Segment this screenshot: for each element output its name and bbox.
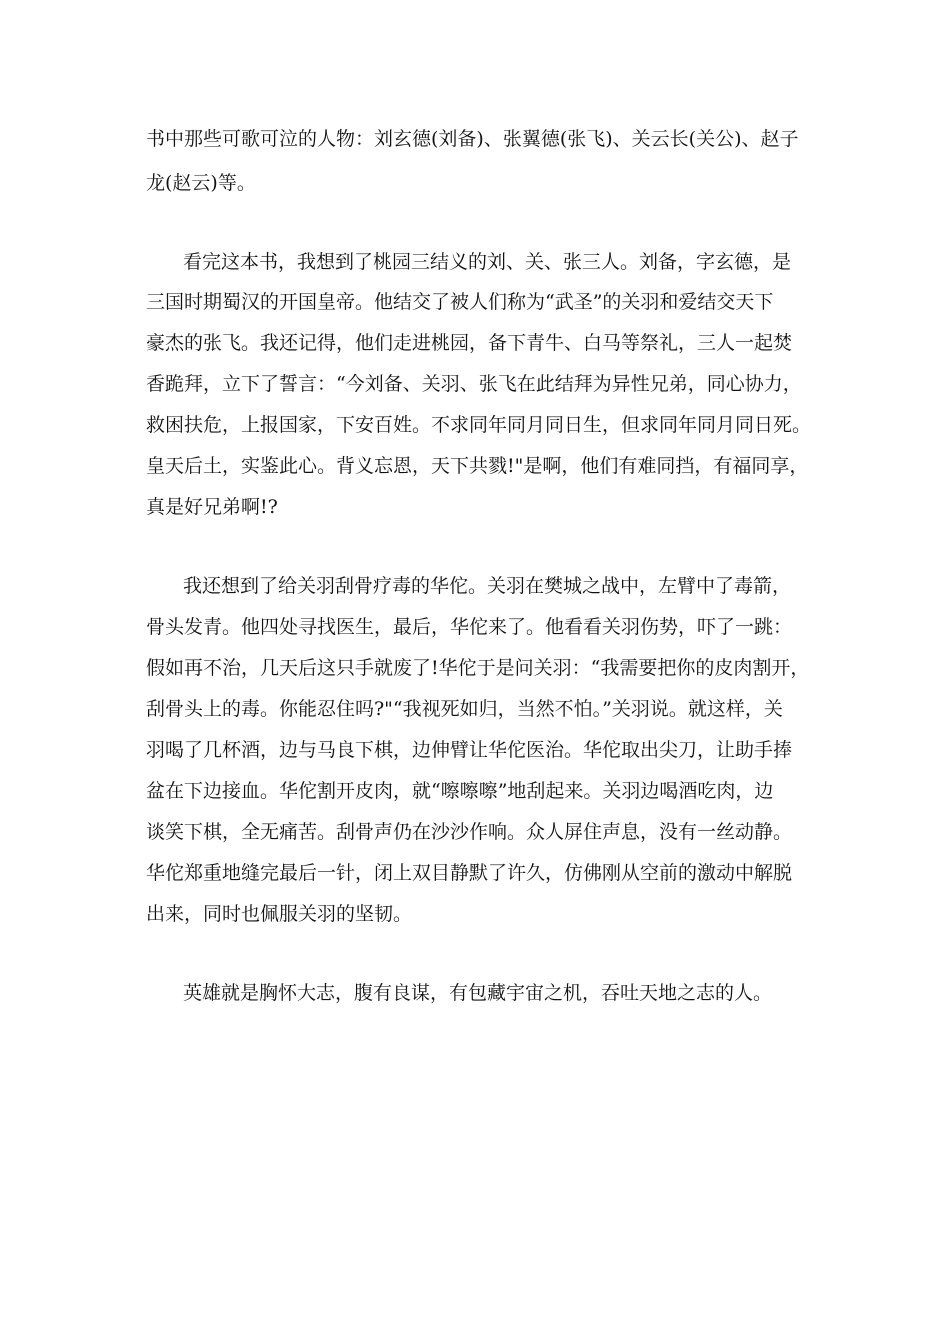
text-line: 盆在下边接血。华佗割开皮肉，就“嚓嚓嚓”地刮起来。关羽边喝酒吃肉，边 [146, 780, 774, 802]
text-line: 龙(赵云)等。 [146, 172, 256, 194]
text-line: 假如再不治，几天后这只手就废了!华佗于是问关羽：“我需要把你的皮肉割开， [146, 657, 810, 679]
text-line: 香跪拜，立下了誓言：“今刘备、关羽、张飞在此结拜为异性兄弟，同心协力， [146, 373, 802, 395]
text-line: 书中那些可歌可泣的人物：刘玄德(刘备)、张翼德(张飞)、关云长(关公)、赵子 [146, 128, 799, 150]
text-line: 骨头发青。他四处寻找医生，最后，华佗来了。他看看关羽伤势，吓了一跳： [146, 616, 793, 638]
text-line: 三国时期蜀汉的开国皇帝。他结交了被人们称为“武圣”的关羽和爱结交天下 [146, 291, 774, 313]
text-line: 刮骨头上的毒。你能忍住吗?"“我视死如归，当然不怕。”关羽说。就这样，关 [146, 698, 783, 720]
text-line: 英雄就是胸怀大志，腹有良谋，有包藏宇宙之机，吞吐天地之志的人。 [183, 982, 773, 1004]
text-line: 谈笑下棋，全无痛苦。刮骨声仍在沙沙作响。众人屏住声息，没有一丝动静。 [146, 821, 793, 843]
text-line: 皇天后土，实鉴此心。背义忘恩，天下共戮!"是啊，他们有难同挡，有福同享， [146, 455, 809, 477]
text-line: 华佗郑重地缝完最后一针，闭上双目静默了许久，仿佛刚从空前的激动中解脱 [146, 862, 793, 884]
text-line: 羽喝了几杯酒，边与马良下棋，边伸臂让华佗医治。华佗取出尖刀，让助手捧 [146, 739, 793, 761]
text-line: 我还想到了给关羽刮骨疗毒的华佗。关羽在樊城之战中，左臂中了毒箭， [183, 575, 792, 597]
text-line: 出来，同时也佩服关羽的坚韧。 [146, 903, 413, 925]
text-line: 看完这本书，我想到了桃园三结义的刘、关、张三人。刘备，字玄德，是 [183, 251, 792, 273]
text-line: 救困扶危，上报国家，下安百姓。不求同年同月同日生，但求同年同月同日死。 [146, 414, 812, 436]
text-line: 豪杰的张飞。我还记得，他们走进桃园，备下青牛、白马等祭礼，三人一起焚 [146, 332, 793, 354]
text-line: 真是好兄弟啊!? [146, 496, 278, 518]
